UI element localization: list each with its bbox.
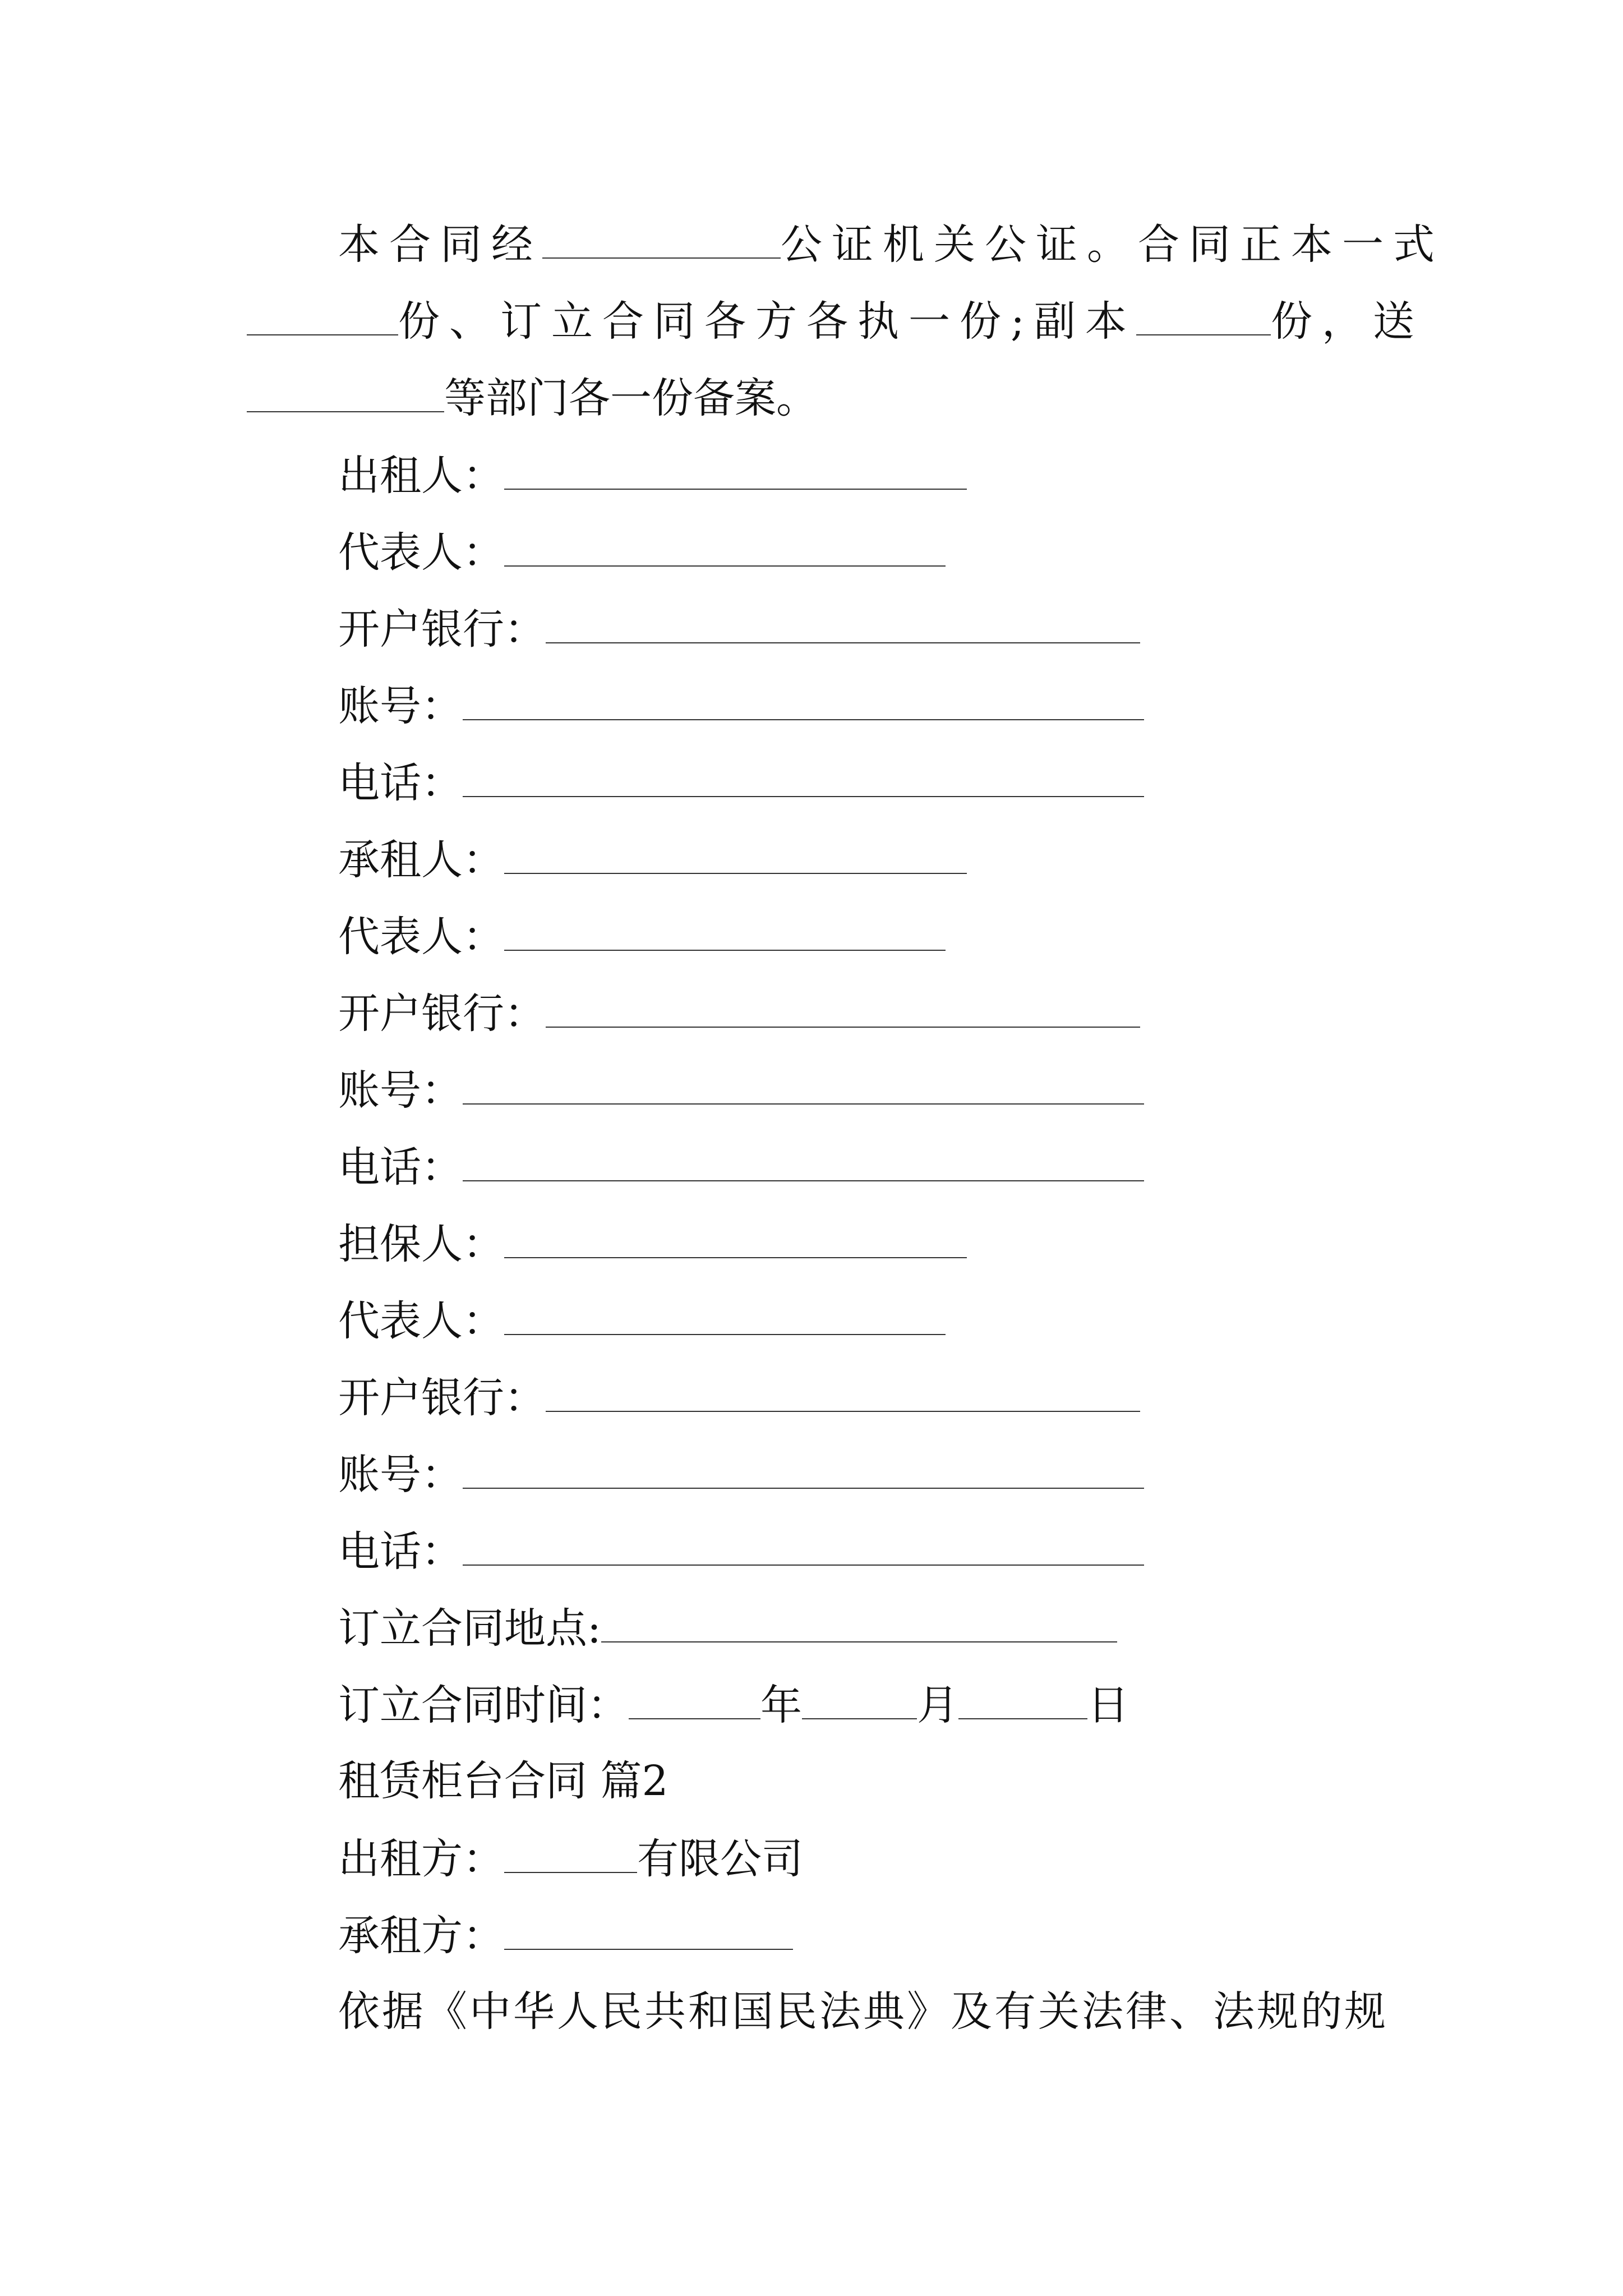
lessor-name-blank (504, 449, 967, 490)
day-blank (958, 1679, 1087, 1719)
year-blank (629, 1679, 760, 1719)
signing-place-label: 订立合同地点: (338, 1604, 601, 1653)
lessee-phone-row (338, 1141, 1144, 1191)
signing-place-row (338, 1602, 1117, 1653)
year-label: 年 (760, 1681, 802, 1729)
representative-label: 代表人： (338, 528, 504, 577)
month-blank (802, 1679, 917, 1719)
guarantor-account-row (338, 1448, 1144, 1499)
lessor-account-blank (463, 680, 1144, 720)
lessee-name-blank (504, 834, 967, 874)
text-segment: 公证机关公证。合同正本一式 (781, 220, 1444, 269)
lessor-name-row (338, 449, 967, 500)
lessor-phone-row (338, 757, 1144, 807)
blank-original-count (247, 295, 398, 335)
month-label: 月 (917, 1681, 958, 1729)
signing-place-blank (601, 1602, 1117, 1642)
lessee-label: 承租方： (338, 1912, 504, 1960)
blank-departments (247, 372, 444, 412)
lessor-representative-blank (504, 526, 946, 567)
lessor-company-blank (504, 1833, 637, 1873)
section-2-lessee-row (338, 1910, 793, 1960)
company-suffix: 有限公司 (637, 1835, 803, 1883)
notarization-line-3 (247, 372, 818, 422)
guarantor-account-blank (463, 1448, 1144, 1489)
lessee-representative-blank (504, 910, 946, 951)
guarantor-representative-blank (504, 1295, 946, 1335)
phone-label: 电话： (338, 759, 463, 807)
lessee-phone-blank (463, 1141, 1144, 1181)
lessee-account-blank (463, 1064, 1144, 1105)
account-label: 账号： (338, 1066, 463, 1115)
phone-label: 电话： (338, 1143, 463, 1191)
legal-basis-text: 依据《中华人民共和国民法典》及有关法律、法规的规 (338, 1987, 1388, 2036)
blank-notary-office (542, 218, 781, 259)
lessee-bank-row (338, 987, 1140, 1038)
lessor-bank-row (338, 603, 1140, 654)
lessor-bank-blank (546, 603, 1140, 643)
guarantor-bank-blank (546, 1372, 1140, 1412)
lessor-representative-row (338, 526, 946, 577)
lessee-account-row (338, 1064, 1144, 1115)
section-2-heading (338, 1756, 668, 1806)
account-label: 账号： (338, 682, 463, 730)
lessee-name-blank (504, 1910, 793, 1950)
lessor-label: 出租人： (338, 452, 504, 500)
guarantor-phone-blank (463, 1525, 1144, 1566)
bank-label: 开户银行： (338, 605, 546, 654)
phone-label: 电话： (338, 1527, 463, 1576)
guarantor-bank-row (338, 1372, 1140, 1422)
lessee-representative-row (338, 910, 946, 961)
guarantor-representative-row (338, 1295, 946, 1345)
guarantor-label: 担保人： (338, 1220, 504, 1268)
lessor-phone-blank (463, 757, 1144, 797)
guarantor-phone-row (338, 1525, 1144, 1576)
notarization-line-2 (247, 295, 1424, 346)
day-label: 日 (1087, 1681, 1129, 1729)
section-heading: 租赁柜台合同 篇2 (338, 1757, 668, 1805)
bank-label: 开户银行： (338, 990, 546, 1038)
text-segment: 等部门各一份备案。 (444, 374, 818, 422)
guarantor-name-blank (504, 1218, 967, 1258)
text-segment: 本合同经 (338, 220, 542, 269)
representative-label: 代表人： (338, 1297, 504, 1345)
bank-label: 开户银行： (338, 1374, 546, 1422)
lessee-bank-blank (546, 987, 1140, 1028)
lessee-label: 承租人： (338, 836, 504, 884)
representative-label: 代表人： (338, 913, 504, 961)
guarantor-name-row (338, 1218, 967, 1268)
lessee-name-row (338, 834, 967, 884)
blank-copy-count (1136, 295, 1271, 335)
section-2-lessor-row (338, 1833, 803, 1883)
text-segment: 份、订立合同各方各执一份;副本 (398, 297, 1136, 346)
account-label: 账号： (338, 1451, 463, 1499)
notarization-line-1 (338, 218, 1444, 269)
lessor-account-row (338, 680, 1144, 730)
signing-time-row (338, 1679, 1129, 1729)
lessor-label: 出租方： (338, 1835, 504, 1883)
text-segment: 份，送 (1270, 297, 1424, 346)
signing-time-label: 订立合同时间： (338, 1681, 629, 1729)
legal-basis-line (338, 1986, 1388, 2037)
